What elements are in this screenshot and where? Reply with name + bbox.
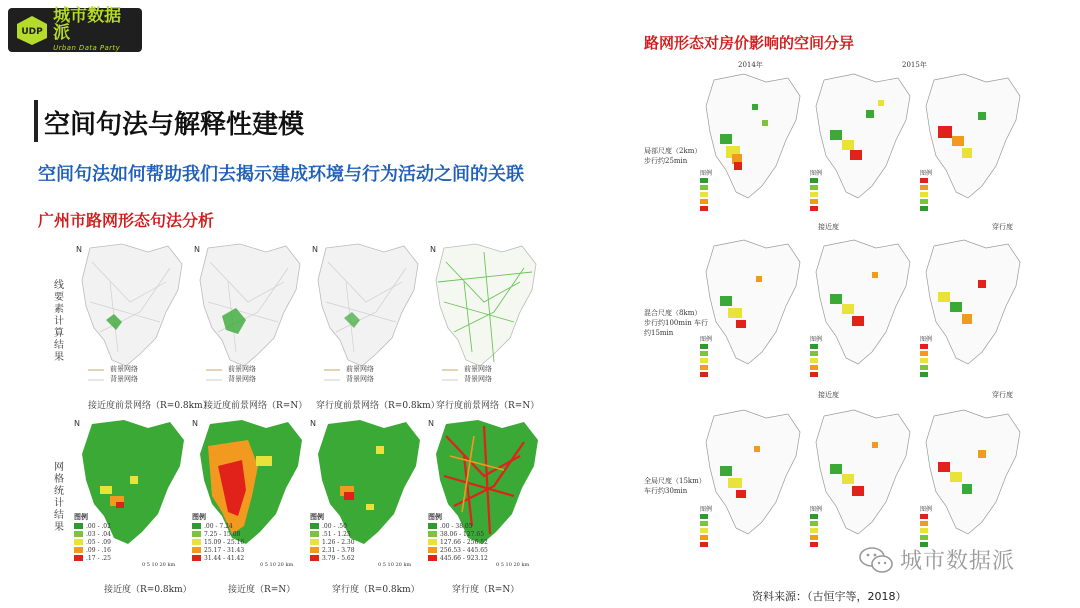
- grid-map: [70, 416, 188, 576]
- year-label-right: 2015年: [902, 61, 927, 69]
- scale-row-label: 局部尺度（2km）步行约25min: [644, 147, 702, 165]
- legend-title: 图例: [920, 170, 933, 177]
- legend-foreground-label: 前景网络: [464, 365, 492, 373]
- scale-bar: 0 5 10 20 km: [142, 562, 176, 568]
- legend-entry: .00 - .02: [86, 522, 111, 530]
- legend-entry: .05 - .09: [86, 538, 111, 546]
- legend-background-label: 背景网络: [346, 375, 374, 383]
- svg-text:N: N: [312, 245, 318, 254]
- price-map: [916, 70, 1026, 220]
- network-syntax-figure: [52, 240, 538, 608]
- legend-entry: 15.09 - 25.16: [204, 538, 245, 546]
- housing-price-figure: [640, 56, 1040, 584]
- legend-foreground-label: 前景网络: [346, 365, 374, 373]
- legend-foreground-label: 前景网络: [228, 365, 256, 373]
- legend-entry: .00 - 38.05: [440, 522, 473, 530]
- svg-text:N: N: [430, 245, 436, 254]
- grid-map: [188, 416, 306, 576]
- scale-bar: 0 5 10 20 km: [378, 562, 412, 568]
- legend-entry: .00 - 7.24: [204, 522, 233, 530]
- column-caption: 接近度: [818, 391, 839, 399]
- scale-bar: 0 5 10 20 km: [260, 562, 294, 568]
- legend-title: 图例: [920, 506, 933, 513]
- legend-entry: 445.66 - 923.12: [440, 554, 488, 562]
- logo-name-en: Urban Data Party: [53, 44, 121, 52]
- network-map: [306, 242, 424, 390]
- legend-entry: .09 - .16: [86, 546, 111, 554]
- legend-entry: 2.31 - 3.78: [322, 546, 355, 554]
- grid-map: [306, 416, 424, 576]
- svg-text:N: N: [310, 419, 316, 428]
- network-map: [424, 242, 542, 390]
- title-accent-bar: [34, 100, 38, 142]
- legend-background-label: 背景网络: [228, 375, 256, 383]
- row1-caption: 穿行度前景网络（R=0.8km）: [316, 401, 440, 411]
- right-figure-title: 路网形态对房价影响的空间分异: [644, 34, 855, 52]
- scale-row-label: 混合尺度（8km）步行约100min 车行约15min: [644, 309, 708, 337]
- legend-title: 图例: [74, 512, 88, 521]
- watermark: [858, 544, 1015, 575]
- svg-text:N: N: [194, 245, 200, 254]
- svg-text:UDP: UDP: [21, 27, 43, 37]
- row1-side-label: 线要素计算结果: [54, 280, 64, 363]
- price-map: [916, 236, 1026, 386]
- grid-legend: [192, 522, 244, 562]
- svg-text:N: N: [76, 245, 82, 254]
- legend-entry: .00 - .50: [322, 522, 347, 530]
- logo-mark-icon: [14, 14, 49, 46]
- legend-entry: 7.25 - 15.08: [204, 530, 241, 538]
- year-label-left: 2014年: [738, 61, 763, 69]
- grid-map: [424, 416, 542, 576]
- row1-caption: 接近度前景网络（R=0.8km）: [88, 401, 212, 411]
- slide-title: 空间句法与解释性建模: [44, 110, 305, 140]
- grid-legend: [310, 522, 355, 562]
- legend-entry: 25.17 - 31.43: [204, 546, 245, 554]
- brand-logo: [8, 8, 142, 52]
- row2-caption: 接近度（R=0.8km）: [104, 585, 192, 595]
- legend-title: 图例: [700, 170, 713, 177]
- price-map: [696, 236, 806, 386]
- legend-title: 图例: [810, 170, 823, 177]
- svg-text:N: N: [74, 419, 80, 428]
- legend-title: 图例: [920, 336, 933, 343]
- network-map: [188, 242, 306, 390]
- row2-caption: 接近度（R=N）: [228, 585, 296, 595]
- legend-entry: 31.44 - 41.42: [204, 554, 245, 562]
- legend-title: 图例: [810, 336, 823, 343]
- legend-entry: 3.79 - 5.62: [322, 554, 355, 562]
- legend-entry: .17 - .25: [86, 554, 111, 562]
- legend-entry: 127.66 - 256.52: [440, 538, 488, 546]
- section-heading: 广州市路网形态句法分析: [38, 211, 215, 230]
- legend-title: 图例: [310, 512, 324, 521]
- legend-title: 图例: [192, 512, 206, 521]
- source-note: 资料来源：（古恒宇等，2018）: [752, 590, 907, 603]
- column-caption: 穿行度: [992, 223, 1013, 231]
- logo-name-cn: 城市数据派: [53, 6, 122, 43]
- price-map: [696, 70, 806, 220]
- grid-legend: [74, 522, 111, 562]
- watermark-text: 城市数据派: [900, 549, 1016, 574]
- row2-caption: 穿行度（R=0.8km）: [332, 585, 420, 595]
- price-map: [916, 406, 1026, 556]
- legend-title: 图例: [810, 506, 823, 513]
- row2-side-label: 网格统计结果: [54, 462, 64, 533]
- legend-title: 图例: [428, 512, 442, 521]
- legend-title: 图例: [700, 336, 713, 343]
- svg-text:N: N: [428, 419, 434, 428]
- row2-caption: 穿行度（R=N）: [452, 585, 520, 595]
- column-caption: 接近度: [818, 223, 839, 231]
- row1-caption: 接近度前景网络（R=N）: [204, 401, 308, 411]
- svg-text:N: N: [192, 419, 198, 428]
- legend-entry: 38.06 - 127.65: [440, 530, 485, 538]
- legend-background-label: 背景网络: [464, 375, 492, 383]
- price-map: [806, 70, 916, 220]
- legend-background-label: 背景网络: [110, 375, 138, 383]
- legend-title: 图例: [700, 506, 713, 513]
- scale-bar: 0 5 10 20 km: [496, 562, 530, 568]
- legend-entry: 256.53 - 445.65: [440, 546, 488, 554]
- price-map: [696, 406, 806, 556]
- price-map: [806, 406, 916, 556]
- column-caption: 穿行度: [992, 391, 1013, 399]
- legend-entry: .03 - .04: [86, 530, 111, 538]
- row1-caption: 穿行度前景网络（R=N）: [436, 401, 540, 411]
- grid-legend: [428, 522, 488, 562]
- wechat-icon: [858, 545, 894, 575]
- legend-foreground-label: 前景网络: [110, 365, 138, 373]
- slide-subtitle: 空间句法如何帮助我们去揭示建成环境与行为活动之间的关联: [38, 164, 524, 185]
- scale-row-label: 全局尺度（15km）车行约30min: [644, 477, 706, 495]
- network-map: [70, 242, 188, 390]
- legend-entry: .51 - 1.25: [322, 530, 351, 538]
- price-map: [806, 236, 916, 386]
- legend-entry: 1.26 - 2.30: [322, 538, 355, 546]
